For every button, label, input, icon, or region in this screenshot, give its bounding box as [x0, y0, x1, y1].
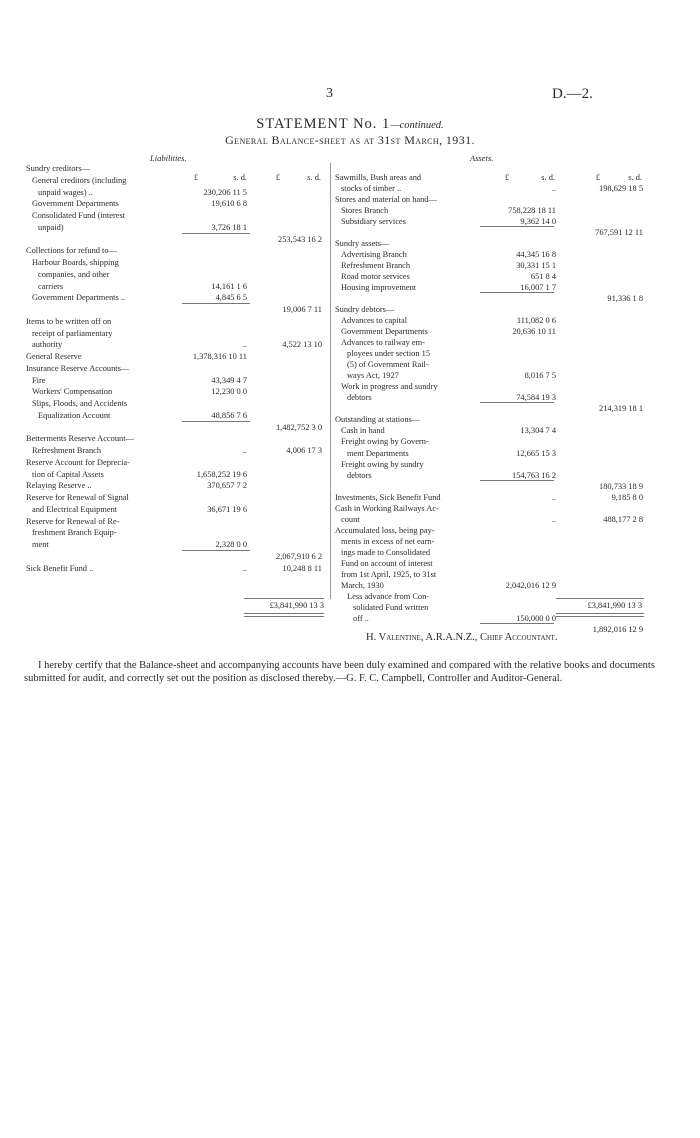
assets-line-amount: ..: [551, 514, 556, 524]
document-reference: D.—2.: [552, 86, 593, 102]
liabilities-line-text: companies, and other: [38, 269, 110, 279]
assets-line-text: ment Departments: [347, 448, 409, 458]
assets-line-amount: 12,665 15 3: [516, 448, 556, 458]
assets-line-text: March, 1930: [341, 580, 384, 590]
assets-line-amount: 74,584 19 3: [516, 393, 556, 403]
assets-line-total: 180,733 18 9: [599, 481, 643, 491]
assets-line-text: Cash in Working Railways Ac-: [335, 503, 439, 513]
statement-subtitle: General Balance-sheet as at 31st March, 1931.: [225, 133, 475, 147]
assets-line-total: 488,177 2 8: [603, 514, 643, 524]
liabilities-line-text: carriers: [38, 281, 64, 291]
assets-line-text: Accumulated loss, being pay-: [335, 525, 435, 535]
liabilities-grand-total: £3,841,990 13 3: [269, 601, 324, 610]
liabilities-subtotal-rule: [182, 303, 250, 304]
liabilities-line-total: 19,006 7 11: [282, 305, 322, 314]
liabilities-line-text: and Electrical Equipment: [32, 504, 118, 514]
assets-grand-total: £3,841,990 13 3: [587, 601, 642, 610]
assets-line-text: Housing improvement: [341, 283, 417, 293]
assets-heading: Assets.: [470, 153, 494, 163]
assets-line-text: Sawmills, Bush areas and: [335, 173, 422, 182]
continued-label: —continued.: [390, 120, 444, 131]
assets-line-text: Advances to railway em-: [341, 338, 425, 348]
liabilities-line-total: 1,482,752 3 0: [275, 422, 322, 432]
liabilities-line-text: tion of Capital Assets: [32, 469, 104, 479]
liabilities-line-amount: 1,658,252 19 6: [196, 469, 247, 479]
assets-line-total: 214,319 18 1: [599, 404, 643, 414]
liabilities-total-sd-header: s. d.: [307, 173, 321, 182]
liabilities-line-amount: 14,161 1 6: [211, 281, 247, 291]
liabilities-line-text: Reserve for Renewal of Signal: [26, 493, 129, 502]
assets-line-amount: 20,636 10 11: [512, 327, 556, 337]
assets-line-text: Government Departments: [341, 327, 428, 337]
assets-grand-total-rule-double: [556, 616, 644, 617]
liabilities-line-text: Reserve Account for Deprecia-: [26, 457, 130, 467]
liabilities-line-text: unpaid): [38, 222, 64, 232]
liabilities-line-amount: ..: [242, 340, 247, 350]
liabilities-subtotal-rule: [182, 550, 250, 551]
liabilities-line-text: Workers' Compensation: [32, 387, 113, 397]
liabilities-line-text: Government Departments: [32, 199, 119, 209]
assets-subtotal-rule: [480, 402, 554, 403]
assets-pounds-header: £: [504, 173, 510, 182]
assets-grand-total-rule: [556, 613, 644, 614]
liabilities-line-amount: 2,328 0 0: [215, 540, 247, 549]
assets-line-amount: 2,042,016 12 9: [505, 580, 556, 590]
assets-total-sd-header: s. d.: [628, 173, 642, 182]
assets-line-total: 767,591 12 11: [595, 228, 643, 238]
liabilities-line-text: Items to be written off on: [26, 316, 112, 326]
liabilities-line-text: Betterments Reserve Account—: [26, 434, 134, 444]
assets-subtotal-rule: [480, 480, 554, 481]
assets-line-text: Subsidiary services: [341, 217, 406, 227]
liabilities-subtotal-rule: [182, 421, 250, 422]
assets-subtotal-rule: [480, 226, 554, 227]
liabilities-grand-total-rule-top: [244, 598, 324, 599]
assets-line-text: Sundry assets—: [335, 239, 390, 249]
liabilities-line-amount: 19,610 6 8: [211, 199, 247, 209]
liabilities-line-text: Insurance Reserve Accounts—: [26, 363, 130, 373]
statement-title-text: STATEMENT No. 1: [256, 116, 391, 132]
liabilities-total-pounds-header: £: [275, 173, 281, 182]
assets-line-amount: 16,007 1 7: [520, 283, 556, 293]
liabilities-line-text: Consolidated Fund (interest: [32, 211, 126, 220]
liabilities-line-text: Equalization Account: [38, 410, 111, 420]
assets-line-amount: 13,304 7 4: [520, 426, 556, 436]
assets-line-text: Cash in hand: [341, 426, 385, 436]
assets-line-total: 198,629 18 5: [599, 184, 643, 194]
liabilities-line-text: ment: [32, 540, 49, 549]
liabilities-line-text: freshment Branch Equip-: [32, 528, 117, 538]
assets-line-total: 9,185 8 0: [611, 492, 643, 502]
assets-line-text: Less advance from Con-: [347, 591, 430, 601]
liabilities-line-total: 4,006 17 3: [286, 446, 322, 455]
assets-line-amount: 8,016 7 5: [524, 371, 556, 381]
liabilities-heading: Liabilities.: [150, 153, 187, 163]
chief-accountant-signature: H. Valentine, A.R.A.N.Z., Chief Accountant.: [366, 632, 558, 643]
assets-line-text: from 1st April, 1925, to 31st: [341, 569, 437, 579]
assets-line-text: ings made to Consolidated: [341, 547, 431, 557]
liabilities-grand-total-rule: [244, 613, 324, 614]
liabilities-line-text: unpaid wages) ..: [38, 187, 93, 197]
assets-line-amount: ..: [551, 492, 556, 502]
liabilities-line-text: Reserve for Renewal of Re-: [26, 516, 120, 526]
assets-line-text: debtors: [347, 470, 372, 480]
assets-line-amount: 651 8 4: [530, 272, 556, 282]
assets-line-text: Advertising Branch: [341, 250, 407, 260]
assets-line-text: Stores and material on hand—: [335, 195, 437, 205]
liabilities-line-text: Sick Benefit Fund ..: [26, 563, 94, 573]
assets-line-text: Sundry debtors—: [335, 305, 395, 315]
assets-sd-header: s. d.: [541, 173, 555, 182]
liabilities-pounds-header: £: [193, 173, 199, 182]
assets-line-total: 91,336 1 8: [607, 294, 643, 304]
assets-line-text: Advances to capital: [341, 316, 408, 326]
liabilities-line-amount: 4,845 6 5: [215, 293, 247, 303]
auditor-certificate: I hereby certify that the Balance-sheet and accompanying accounts have been duly examined and compared with the relative books and documents submitted for audit, and correctly set out the position as disclosed thereby.—G. F. C. Campbell, Controller and Auditor-General.: [24, 660, 655, 684]
liabilities-line-amount: 1,378,316 10 11: [192, 352, 247, 361]
assets-line-amount: 154,763 16 2: [512, 470, 556, 480]
liabilities-line-amount: ..: [242, 563, 247, 573]
liabilities-line-text: receipt of parliamentary: [32, 328, 113, 338]
liabilities-line-text: Fire: [32, 375, 46, 385]
statement-title: [0, 116, 700, 133]
assets-line-amount: ..: [551, 184, 556, 194]
assets-line-text: Fund on account of interest: [341, 558, 433, 568]
liabilities-line-text: Sundry creditors—: [26, 164, 90, 173]
liabilities-line-amount: 370,657 7 2: [207, 481, 247, 491]
assets-line-text: Refreshment Branch: [341, 261, 411, 271]
assets-line-text: debtors: [347, 393, 372, 403]
liabilities-line-text: Slips, Floods, and Accidents: [32, 399, 128, 408]
liabilities-line-text: Refreshment Branch: [32, 446, 102, 455]
assets-line-text: Freight owing by Govern-: [341, 437, 429, 447]
assets-line-text: Work in progress and sundry: [341, 382, 438, 392]
liabilities-line-amount: 12,230 0 0: [211, 387, 247, 397]
liabilities-line-total: 253,543 16 2: [278, 234, 322, 244]
assets-line-text: Road motor services: [341, 272, 410, 282]
liabilities-line-amount: 43,349 4 7: [211, 375, 247, 385]
liabilities-line-text: Relaying Reserve ..: [26, 481, 92, 491]
assets-line-total: 1,892,016 12 9: [592, 624, 643, 634]
assets-line-text: stocks of timber ..: [341, 184, 402, 194]
assets-line-text: count: [341, 514, 360, 524]
assets-line-amount: 44,345 16 8: [516, 250, 556, 260]
assets-line-text: Freight owing by sundry: [341, 459, 424, 469]
liabilities-line-amount: 3,726 18 1: [211, 222, 247, 232]
assets-grand-total-rule-top: [556, 598, 644, 599]
column-divider: [330, 163, 331, 599]
assets-line-amount: 30,331 15 1: [516, 261, 556, 271]
assets-total-pounds-header: £: [595, 173, 601, 182]
liabilities-line-amount: ..: [242, 446, 247, 455]
liabilities-line-text: Collections for refund to—: [26, 246, 117, 256]
assets-line-text: (5) of Government Rail-: [347, 360, 429, 370]
page-number: 3: [326, 86, 333, 101]
assets-line-amount: 9,362 14 0: [520, 217, 556, 227]
assets-line-amount: 111,082 0 6: [516, 316, 556, 326]
assets-line-text: ways Act, 1927: [347, 371, 399, 381]
liabilities-line-text: General Reserve: [26, 352, 82, 361]
liabilities-line-total: 4,522 13 10: [282, 340, 322, 350]
assets-line-amount: 150,000 0 0: [516, 613, 556, 623]
liabilities-line-amount: 48,856 7 6: [211, 410, 247, 420]
assets-subtotal-rule: [480, 623, 554, 624]
liabilities-line-text: Harbour Boards, shipping: [32, 258, 119, 267]
assets-subtotal-rule: [480, 292, 554, 293]
liabilities-grand-total-rule-double: [244, 616, 324, 617]
assets-line-text: Outstanding at stations—: [335, 415, 421, 425]
assets-line-amount: 758,228 18 11: [508, 206, 556, 216]
assets-line-text: off ..: [353, 613, 369, 623]
liabilities-line-total: 2,067,910 6 2: [275, 551, 322, 561]
liabilities-line-amount: 230,206 11 5: [203, 187, 247, 197]
liabilities-line-total: 10,248 8 11: [282, 563, 322, 573]
liabilities-subtotal-rule: [182, 233, 250, 234]
assets-line-text: Stores Branch: [341, 206, 389, 216]
liabilities-line-text: authority: [32, 340, 63, 350]
liabilities-sd-header: s. d.: [233, 173, 247, 182]
assets-line-text: solidated Fund written: [353, 602, 429, 612]
assets-line-text: ments in excess of net earn-: [341, 536, 435, 546]
assets-line-text: Investments, Sick Benefit Fund: [335, 492, 441, 502]
assets-line-text: ployees under section 15: [347, 349, 431, 359]
liabilities-line-text: Government Departments ..: [32, 293, 126, 303]
liabilities-line-text: General creditors (including: [32, 175, 127, 185]
liabilities-line-amount: 36,671 19 6: [207, 504, 247, 514]
